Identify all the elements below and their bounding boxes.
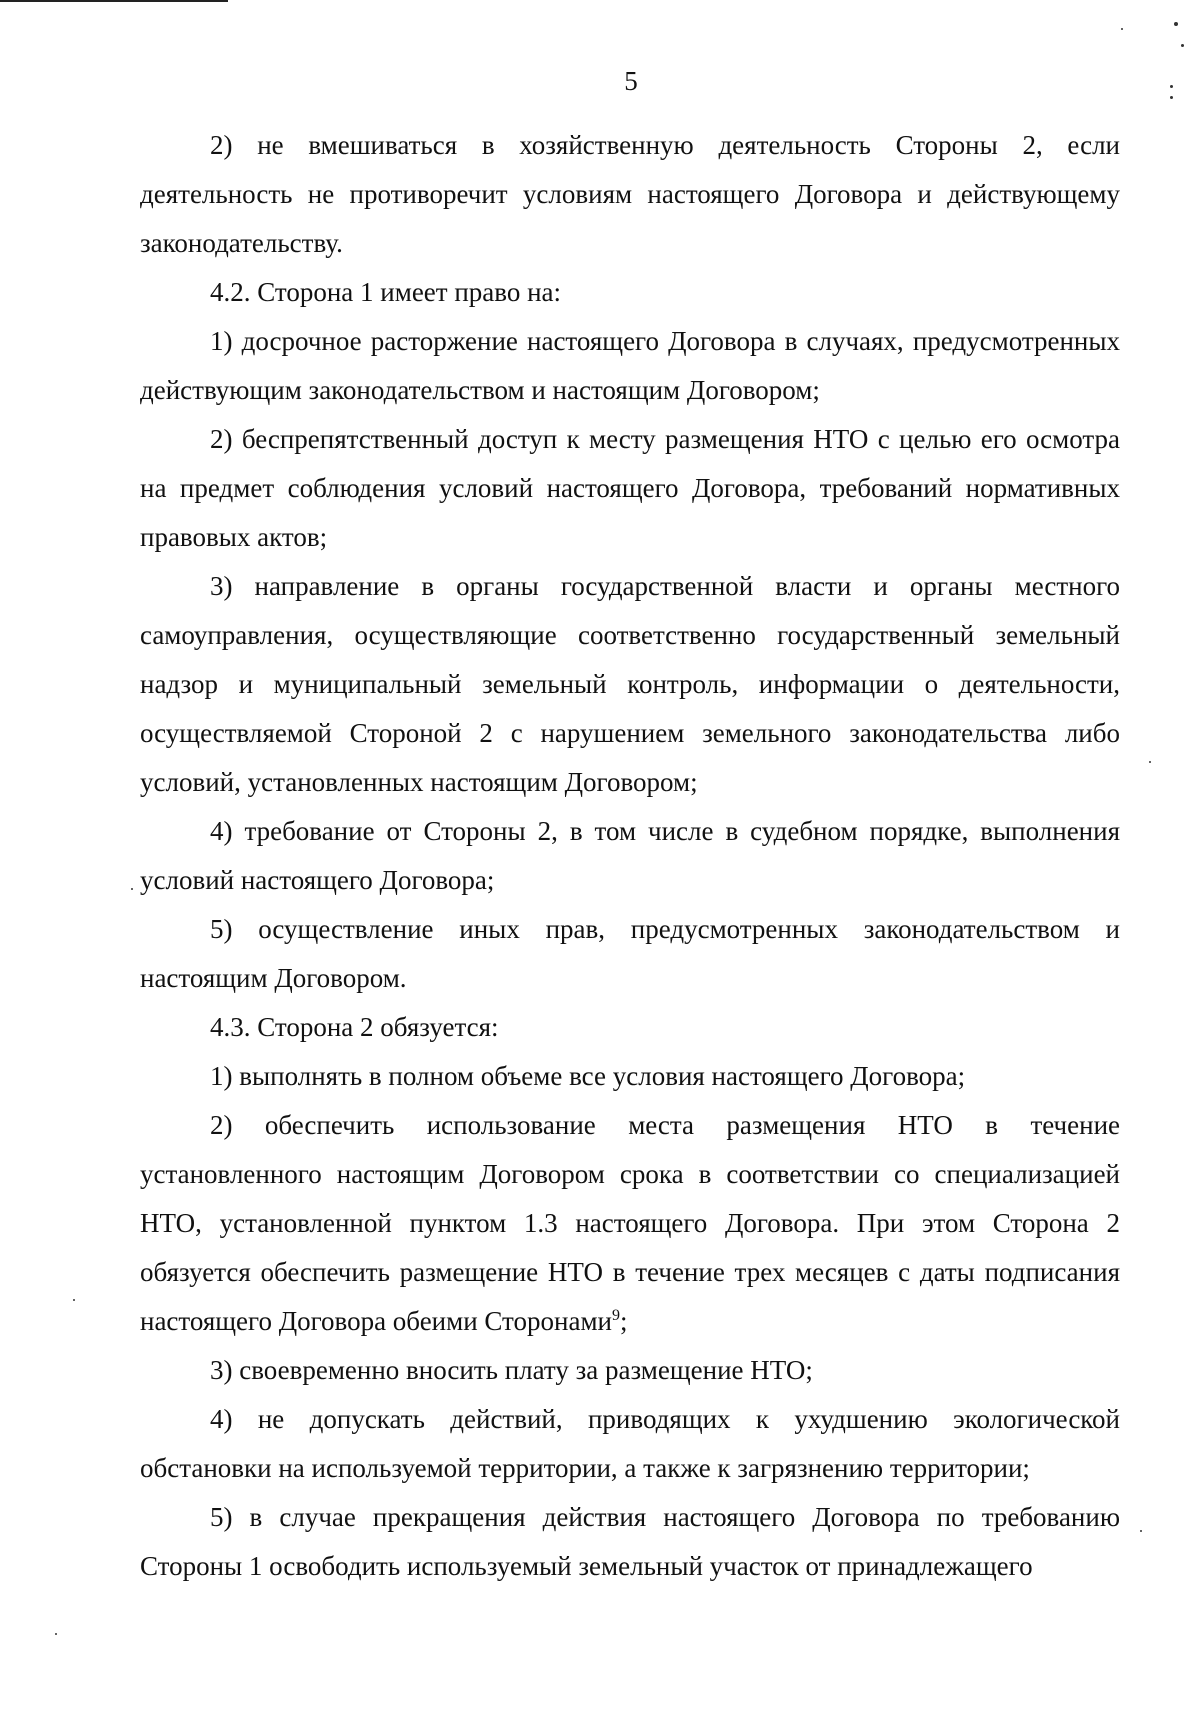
scan-speck xyxy=(1174,22,1178,26)
scan-speck xyxy=(55,1633,57,1635)
page-number: 5 xyxy=(624,66,638,96)
paragraph-ensure-use-text: 2) обеспечить использование места размещения НТО в течение установленного настоящим Договором срока в соответствии со специализацией НТО, установленной пунктом 1.3 настоящего Договора. При этом Сторона 2 обязуется обеспечить размещение НТО в течение трех месяцев с даты подписания настоящего Договора обеими Сторонами xyxy=(140,1110,1120,1336)
paragraph-ensure-use xyxy=(140,1101,1120,1346)
paragraph-environment: 4) не допускать действий, приводящих к ухудшению экологической обстановки на используемой территории, а также к загрязнению территории; xyxy=(140,1404,1120,1483)
scan-speck xyxy=(1170,96,1173,99)
paragraph-vacate-land: 5) в случае прекращения действия настоящего Договора по требованию Стороны 1 освободить используемый земельный участок от принадлежащего xyxy=(140,1502,1120,1581)
paragraph-free-access: 2) беспрепятственный доступ к месту размещения НТО с целью его осмотра на предмет соблюдения условий настоящего Договора, требований нормативных правовых актов; xyxy=(140,424,1120,552)
scan-speck xyxy=(1140,1530,1142,1532)
footnote-marker: 9 xyxy=(611,1307,620,1324)
paragraph-fulfil-conditions: 1) выполнять в полном объеме все условия настоящего Договора; xyxy=(210,1061,966,1091)
paragraph-4-3-heading: 4.3. Сторона 2 обязуется: xyxy=(210,1012,499,1042)
paragraph-early-termination: 1) досрочное расторжение настоящего Договора в случаях, предусмотренных действующим законодательством и настоящим Договором; xyxy=(140,326,1120,405)
scan-speck xyxy=(1170,85,1173,88)
paragraph-4-2-heading: 4.2. Сторона 1 имеет право на: xyxy=(210,277,562,307)
scan-speck xyxy=(1181,44,1184,47)
scan-speck xyxy=(1149,761,1151,763)
scan-speck xyxy=(1121,28,1123,30)
scan-edge-line xyxy=(0,0,228,2)
paragraph-pay-fee: 3) своевременно вносить плату за размещение НТО; xyxy=(210,1355,813,1385)
document-body xyxy=(140,121,1120,1591)
paragraph-demand-compliance: 4) требование от Стороны 2, в том числе в судебном порядке, выполнения условий настоящего Договора; xyxy=(140,816,1120,895)
paragraph-ensure-use-tail: ; xyxy=(619,1306,628,1336)
paragraph-referral-to-authorities: 3) направление в органы государственной власти и органы местного самоуправления, осуществляющие соответственно государственный земельный надзор и муниципальный земельный контроль, информации о деятельности, осуществляемой Стороной 2 с нарушением земельного законодательства либо условий, установленных настоящим Договором; xyxy=(140,571,1120,797)
scan-speck xyxy=(131,888,133,890)
paragraph-other-rights: 5) осуществление иных прав, предусмотренных законодательством и настоящим Договором. xyxy=(140,914,1120,993)
paragraph-no-interference: 2) не вмешиваться в хозяйственную деятельность Стороны 2, если деятельность не противоречит условиям настоящего Договора и действующему законодательству. xyxy=(140,130,1120,258)
scan-speck xyxy=(73,1299,75,1301)
